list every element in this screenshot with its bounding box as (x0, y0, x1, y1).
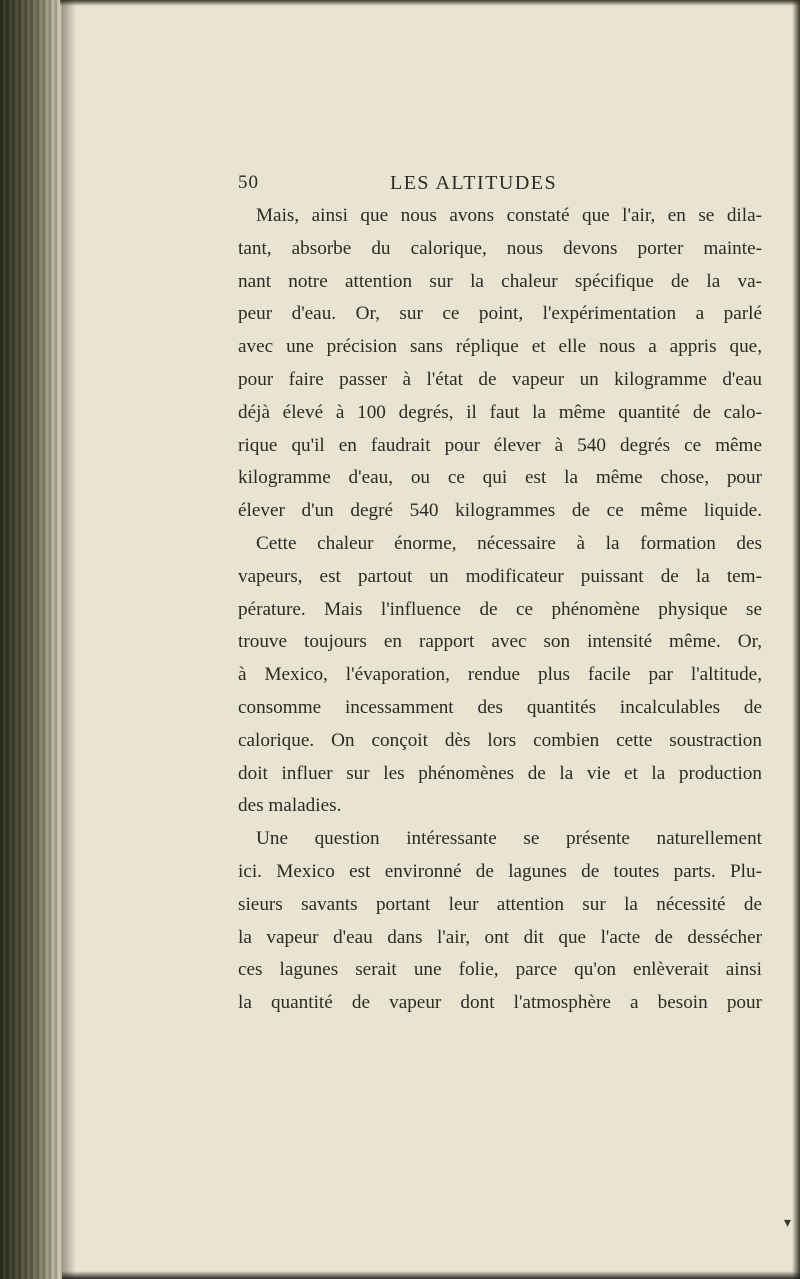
text-line: kilogramme d'eau, ou ce qui est la même chose, pour (238, 467, 762, 489)
text-line: la vapeur d'eau dans l'air, ont dit que l'acte de dessécher (238, 926, 762, 948)
text-line: tant, absorbe du calorique, nous devons porter mainte- (238, 237, 762, 259)
text-line: pérature. Mais l'influence de ce phénomène physique se (238, 598, 762, 620)
text-line: ces lagunes serait une folie, parce qu'on enlèverait ainsi (238, 959, 762, 981)
text-line: nant notre attention sur la chaleur spécifique de la va- (238, 270, 762, 292)
running-head (238, 170, 762, 200)
book-binding-gutter (0, 0, 62, 1279)
paragraph-2 (238, 528, 762, 823)
text-line: sieurs savants portant leur attention sur la nécessité de (238, 893, 762, 915)
page-top-edge (60, 0, 800, 6)
text-line: Mais, ainsi que nous avons constaté que l'air, en se dila- (256, 205, 762, 226)
running-title: LES ALTITUDES (390, 172, 558, 194)
page-number: 50 (238, 172, 259, 193)
text-line: consomme incessamment des quantités incalculables de (238, 696, 762, 718)
text-line: doit influer sur les phénomènes de la vie et la production (238, 762, 762, 784)
text-line: élever d'un degré 540 kilogrammes de ce même liquide. (238, 500, 762, 522)
paragraph-3 (238, 823, 762, 1020)
text-line: des maladies. (238, 795, 342, 817)
text-line: Une question intéressante se présente naturellement (256, 828, 762, 850)
text-line: ici. Mexico est environné de lagunes de toutes parts. Plu- (238, 860, 762, 882)
page-right-edge (792, 0, 800, 1279)
text-line: pour faire passer à l'état de vapeur un kilogramme d'eau (238, 368, 762, 390)
text-line: la quantité de vapeur dont l'atmosphère a besoin pour (238, 992, 762, 1014)
paragraph-1 (238, 200, 762, 528)
text-line: Cette chaleur énorme, nécessaire à la formation des (256, 532, 762, 554)
text-line: vapeurs, est partout un modificateur puissant de la tem- (238, 565, 762, 587)
text-line: calorique. On conçoit dès lors combien cette soustraction (238, 729, 762, 751)
book-page (238, 170, 762, 1020)
text-line: déjà élevé à 100 degrés, il faut la même quantité de calo- (238, 401, 762, 423)
ink-mark: ▾ (784, 1216, 792, 1231)
text-line: trouve toujours en rapport avec son intensité même. Or, (238, 631, 762, 653)
text-line: à Mexico, l'évaporation, rendue plus facile par l'altitude, (238, 664, 762, 686)
text-line: avec une précision sans réplique et elle nous a appris que, (238, 336, 762, 358)
text-line: rique qu'il en faudrait pour élever à 540 degrés ce même (238, 434, 762, 456)
gutter-shadow (62, 0, 76, 1279)
page-bottom-edge (62, 1271, 800, 1279)
text-line: peur d'eau. Or, sur ce point, l'expérimentation a parlé (238, 303, 762, 325)
